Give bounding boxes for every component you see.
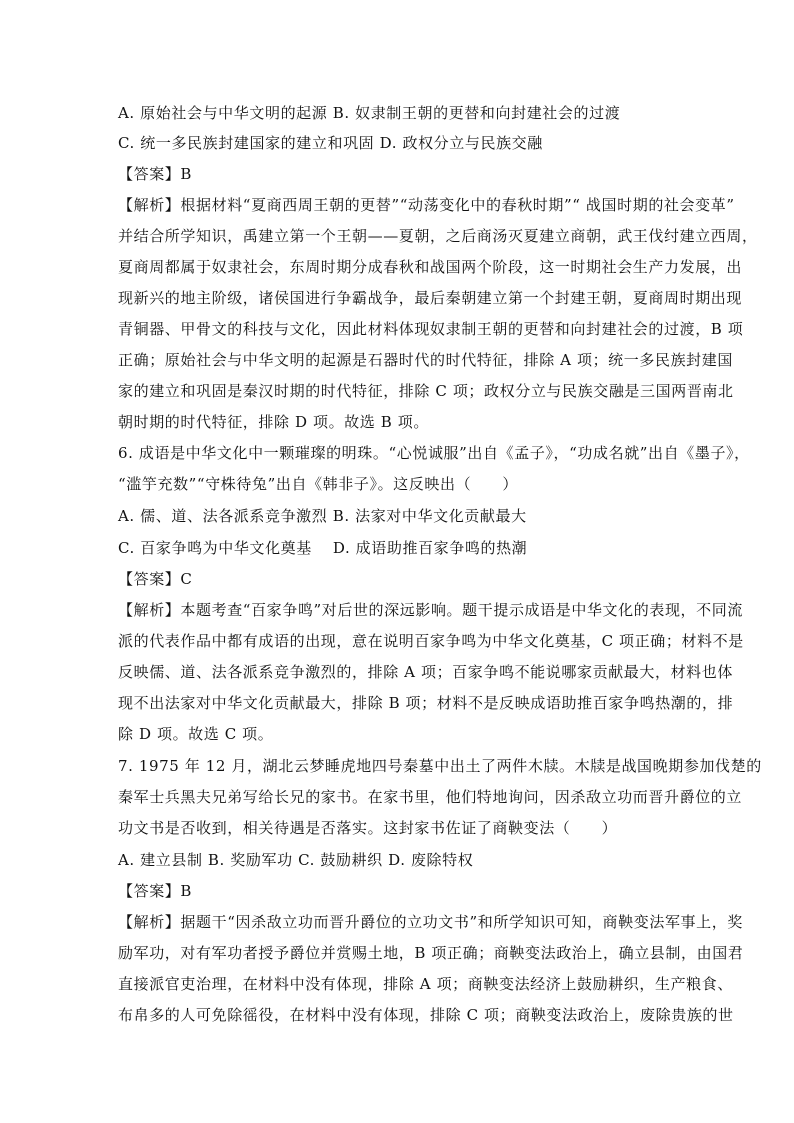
- q7-analysis-line: 直接派官吏治理，在材料中没有体现，排除 A 项；商鞅变法经济上鼓励耕织，生产粮食、: [118, 975, 733, 993]
- q5-analysis-line: 青铜器、甲骨文的科技与文化，因此材料体现奴隶制王朝的更替和向封建社会的过渡，B 项: [118, 320, 744, 338]
- q6-analysis-line: 反映儒、道、法各派系竞争激烈的，排除 A 项；百家争鸣不能说哪家贡献最大，材料也体: [118, 663, 733, 681]
- q6-analysis-line: 现不出法家对中华文化贡献最大，排除 B 项；材料不是反映成语助推百家争鸣热潮的，排: [118, 694, 734, 712]
- q6-options-cd: C. 百家争鸣为中华文化奠基 D. 成语助推百家争鸣的热潮: [118, 539, 528, 557]
- q7-analysis-line: 励军功，对有军功者授予爵位并赏赐土地，B 项正确；商鞅变法政治上，确立县制，由国君: [118, 944, 744, 962]
- q6-stem-line: 6. 成语是中华文化中一颗璀璨的明珠。“心悦诚服”出自《孟子》，“功成名就”出自《墨子》，: [118, 444, 750, 462]
- q7-analysis-line: 布帛多的人可免除徭役，在材料中没有体现，排除 C 项；商鞅变法政治上，废除贵族的世: [118, 1006, 734, 1024]
- q6-analysis-line: 派的代表作品中都有成语的出现，意在说明百家争鸣为中华文化奠基，C 项正确；材料不是: [118, 632, 744, 650]
- q7-answer: 【答案】B: [118, 882, 193, 900]
- q5-analysis-line: 【解析】根据材料“夏商西周王朝的更替”“动荡变化中的春秋时期”“ 战国时期的社会变革”: [118, 196, 735, 214]
- q5-analysis-line: 家的建立和巩固是秦汉时期的时代特征，排除 C 项；政权分立与民族交融是三国两晋南北: [118, 382, 734, 400]
- q5-analysis-line: 并结合所学知识，禹建立第一个王朝——夏朝，之后商汤灭夏建立商朝，武王伐纣建立西周，: [118, 227, 758, 245]
- q6-analysis-line: 【解析】本题考查“百家争鸣”对后世的深远影响。题干提示成语是中华文化的表现，不同流: [118, 601, 743, 619]
- q6-analysis-line: 除 D 项。故选 C 项。: [118, 725, 274, 743]
- q6-answer: 【答案】C: [118, 570, 193, 588]
- q5-options-cd: C. 统一多民族封建国家的建立和巩固 D. 政权分立与民族交融: [118, 134, 543, 152]
- q7-stem-line: 功文书是否收到，相关待遇是否落实。这封家书佐证了商鞅变法（ ）: [118, 819, 618, 837]
- q7-analysis-line: 【解析】据题干“因杀敌立功而晋升爵位的立功文书”和所学知识可知，商鞅变法军事上，奖: [118, 913, 743, 931]
- q7-options: A. 建立县制 B. 奖励军功 C. 鼓励耕织 D. 废除特权: [118, 851, 474, 869]
- q5-options-ab: A. 原始社会与中华文明的起源 B. 奴隶制王朝的更替和向封建社会的过渡: [118, 104, 621, 122]
- q5-analysis-line: 正确；原始社会与中华文明的起源是石器时代的时代特征，排除 A 项；统一多民族封建国: [118, 351, 733, 369]
- q5-answer: 【答案】B: [118, 165, 193, 183]
- q6-options-ab: A. 儒、道、法各派系竞争激烈 B. 法家对中华文化贡献最大: [118, 507, 527, 525]
- q5-analysis-line: 朝时期的时代特征，排除 D 项。故选 B 项。: [118, 413, 429, 431]
- q6-stem-line: “滥竽充数”“守株待兔”出自《韩非子》。这反映出（ ）: [118, 475, 518, 493]
- q5-analysis-line: 现新兴的地主阶级，诸侯国进行争霸战争，最后秦朝建立第一个封建王朝，夏商周时期出现: [118, 289, 743, 307]
- q5-analysis-line: 夏商周都属于奴隶社会，东周时期分成春秋和战国两个阶段，这一时期社会生产力发展，出: [118, 258, 743, 276]
- q7-stem-line: 秦军士兵黑夫兄弟写给长兄的家书。在家书里，他们特地询问，因杀敌立功而晋升爵位的立: [118, 788, 743, 806]
- q7-stem-line: 7. 1975 年 12 月，湖北云梦睡虎地四号秦墓中出土了两件木牍。木牍是战国晚期参加伐楚的: [118, 757, 762, 775]
